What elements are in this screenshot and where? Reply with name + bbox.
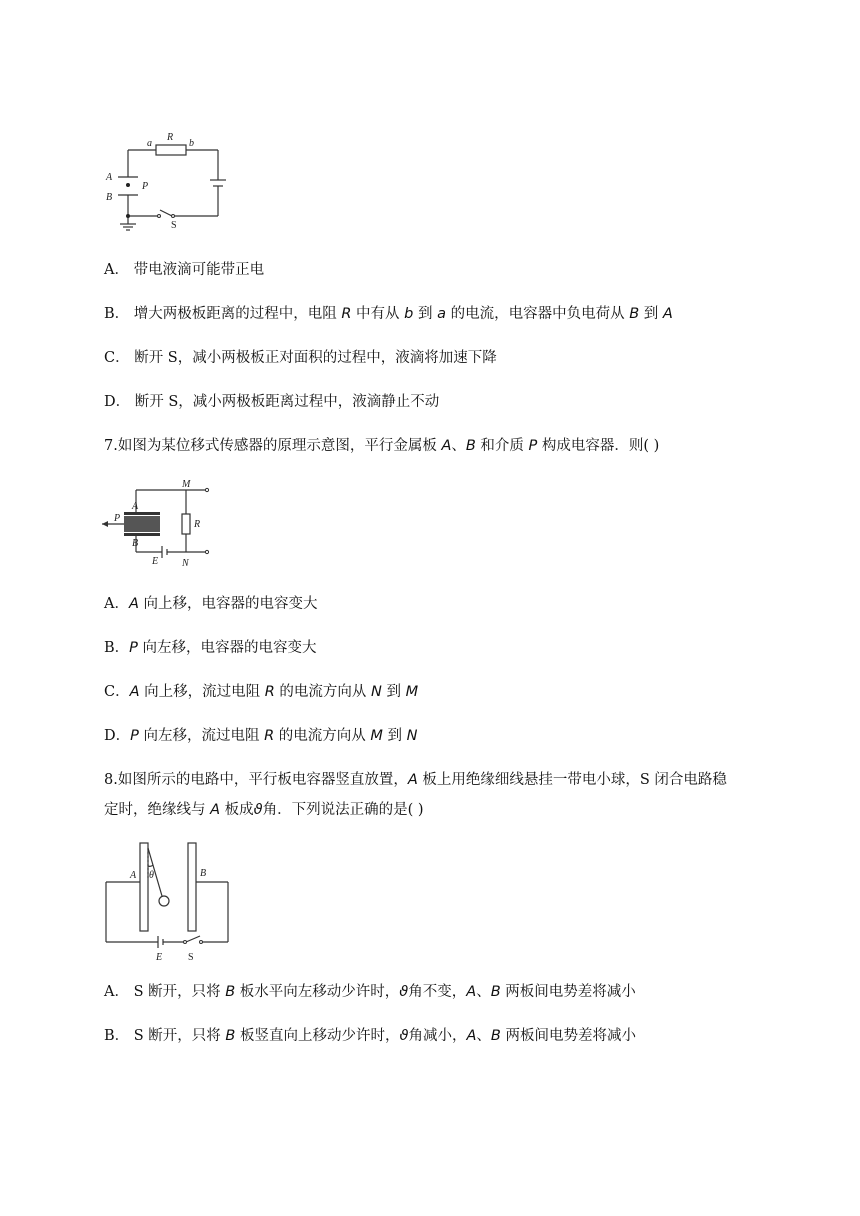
fig7-label-r: R [194,519,201,530]
q7-option-c: C．A 向上移，流过电阻 R 的电流方向从 N 到 M [104,684,419,700]
q8-option-a: A． S 断开，只将 B 板水平向左移动少许时，ϑ角不变，A、B 两板间电势差将减小 [104,984,636,1000]
sensor-figure-q7 [100,478,220,570]
fig6-label-a: a [147,138,152,149]
fig8-label-a: A [130,870,137,881]
fig6-label-p: P [142,181,149,192]
fig8-label-theta: θ [149,870,154,881]
q7-stem: 7.如图为某位移式传感器的原理示意图，平行金属板 A、B 和介质 P 构成电容器．则( ) [104,438,660,454]
fig7-label-b: B [132,538,139,549]
q8-option-b: B． S 断开，只将 B 板竖直向上移动少许时，ϑ角减小，A、B 两板间电势差将减小 [104,1028,636,1044]
q6-option-c: C． 断开 S，减小两极板正对面积的过程中，液滴将加速下降 [104,350,497,366]
fig7-label-e: E [152,556,159,567]
capacitor-pendulum-figure-q8 [100,838,235,966]
q7-option-a: A．A 向上移，电容器的电容变大 [104,596,318,612]
fig6-label-r: R [167,132,174,143]
q6-option-b: B． 增大两极板距离的过程中，电阻 R 中有从 b 到 a 的电流，电容器中负电荷从 B 到 A [104,306,673,322]
q8-stem-line2: 定时，绝缘线与 A 板成ϑ角．下列说法正确的是( ) [104,802,424,818]
fig6-label-b: b [189,138,194,149]
q6-option-d: D． 断开 S，减小两极板距离过程中，液滴静止不动 [104,394,440,410]
fig6-label-plate-a: A [106,172,113,183]
circuit-figure-q6 [104,128,234,238]
q7-option-d: D．P 向左移，流过电阻 R 的电流方向从 M 到 N [104,728,418,744]
fig7-label-p: P [114,513,121,524]
fig7-label-n: N [182,558,189,569]
q7-option-b: B．P 向左移，电容器的电容变大 [104,640,317,656]
fig7-label-m: M [182,479,191,490]
fig8-label-s: S [188,952,194,963]
q8-stem-line1: 8.如图所示的电路中，平行板电容器竖直放置，A 板上用绝缘细线悬挂一带电小球，S 闭合电路稳 [104,772,727,788]
q6-option-a: A． 带电液滴可能带正电 [104,262,265,278]
fig8-label-e: E [156,952,163,963]
fig6-label-plate-b: B [106,192,113,203]
fig7-label-a: A [132,501,139,512]
fig8-label-b: B [200,868,207,879]
fig6-label-s: S [171,220,177,231]
